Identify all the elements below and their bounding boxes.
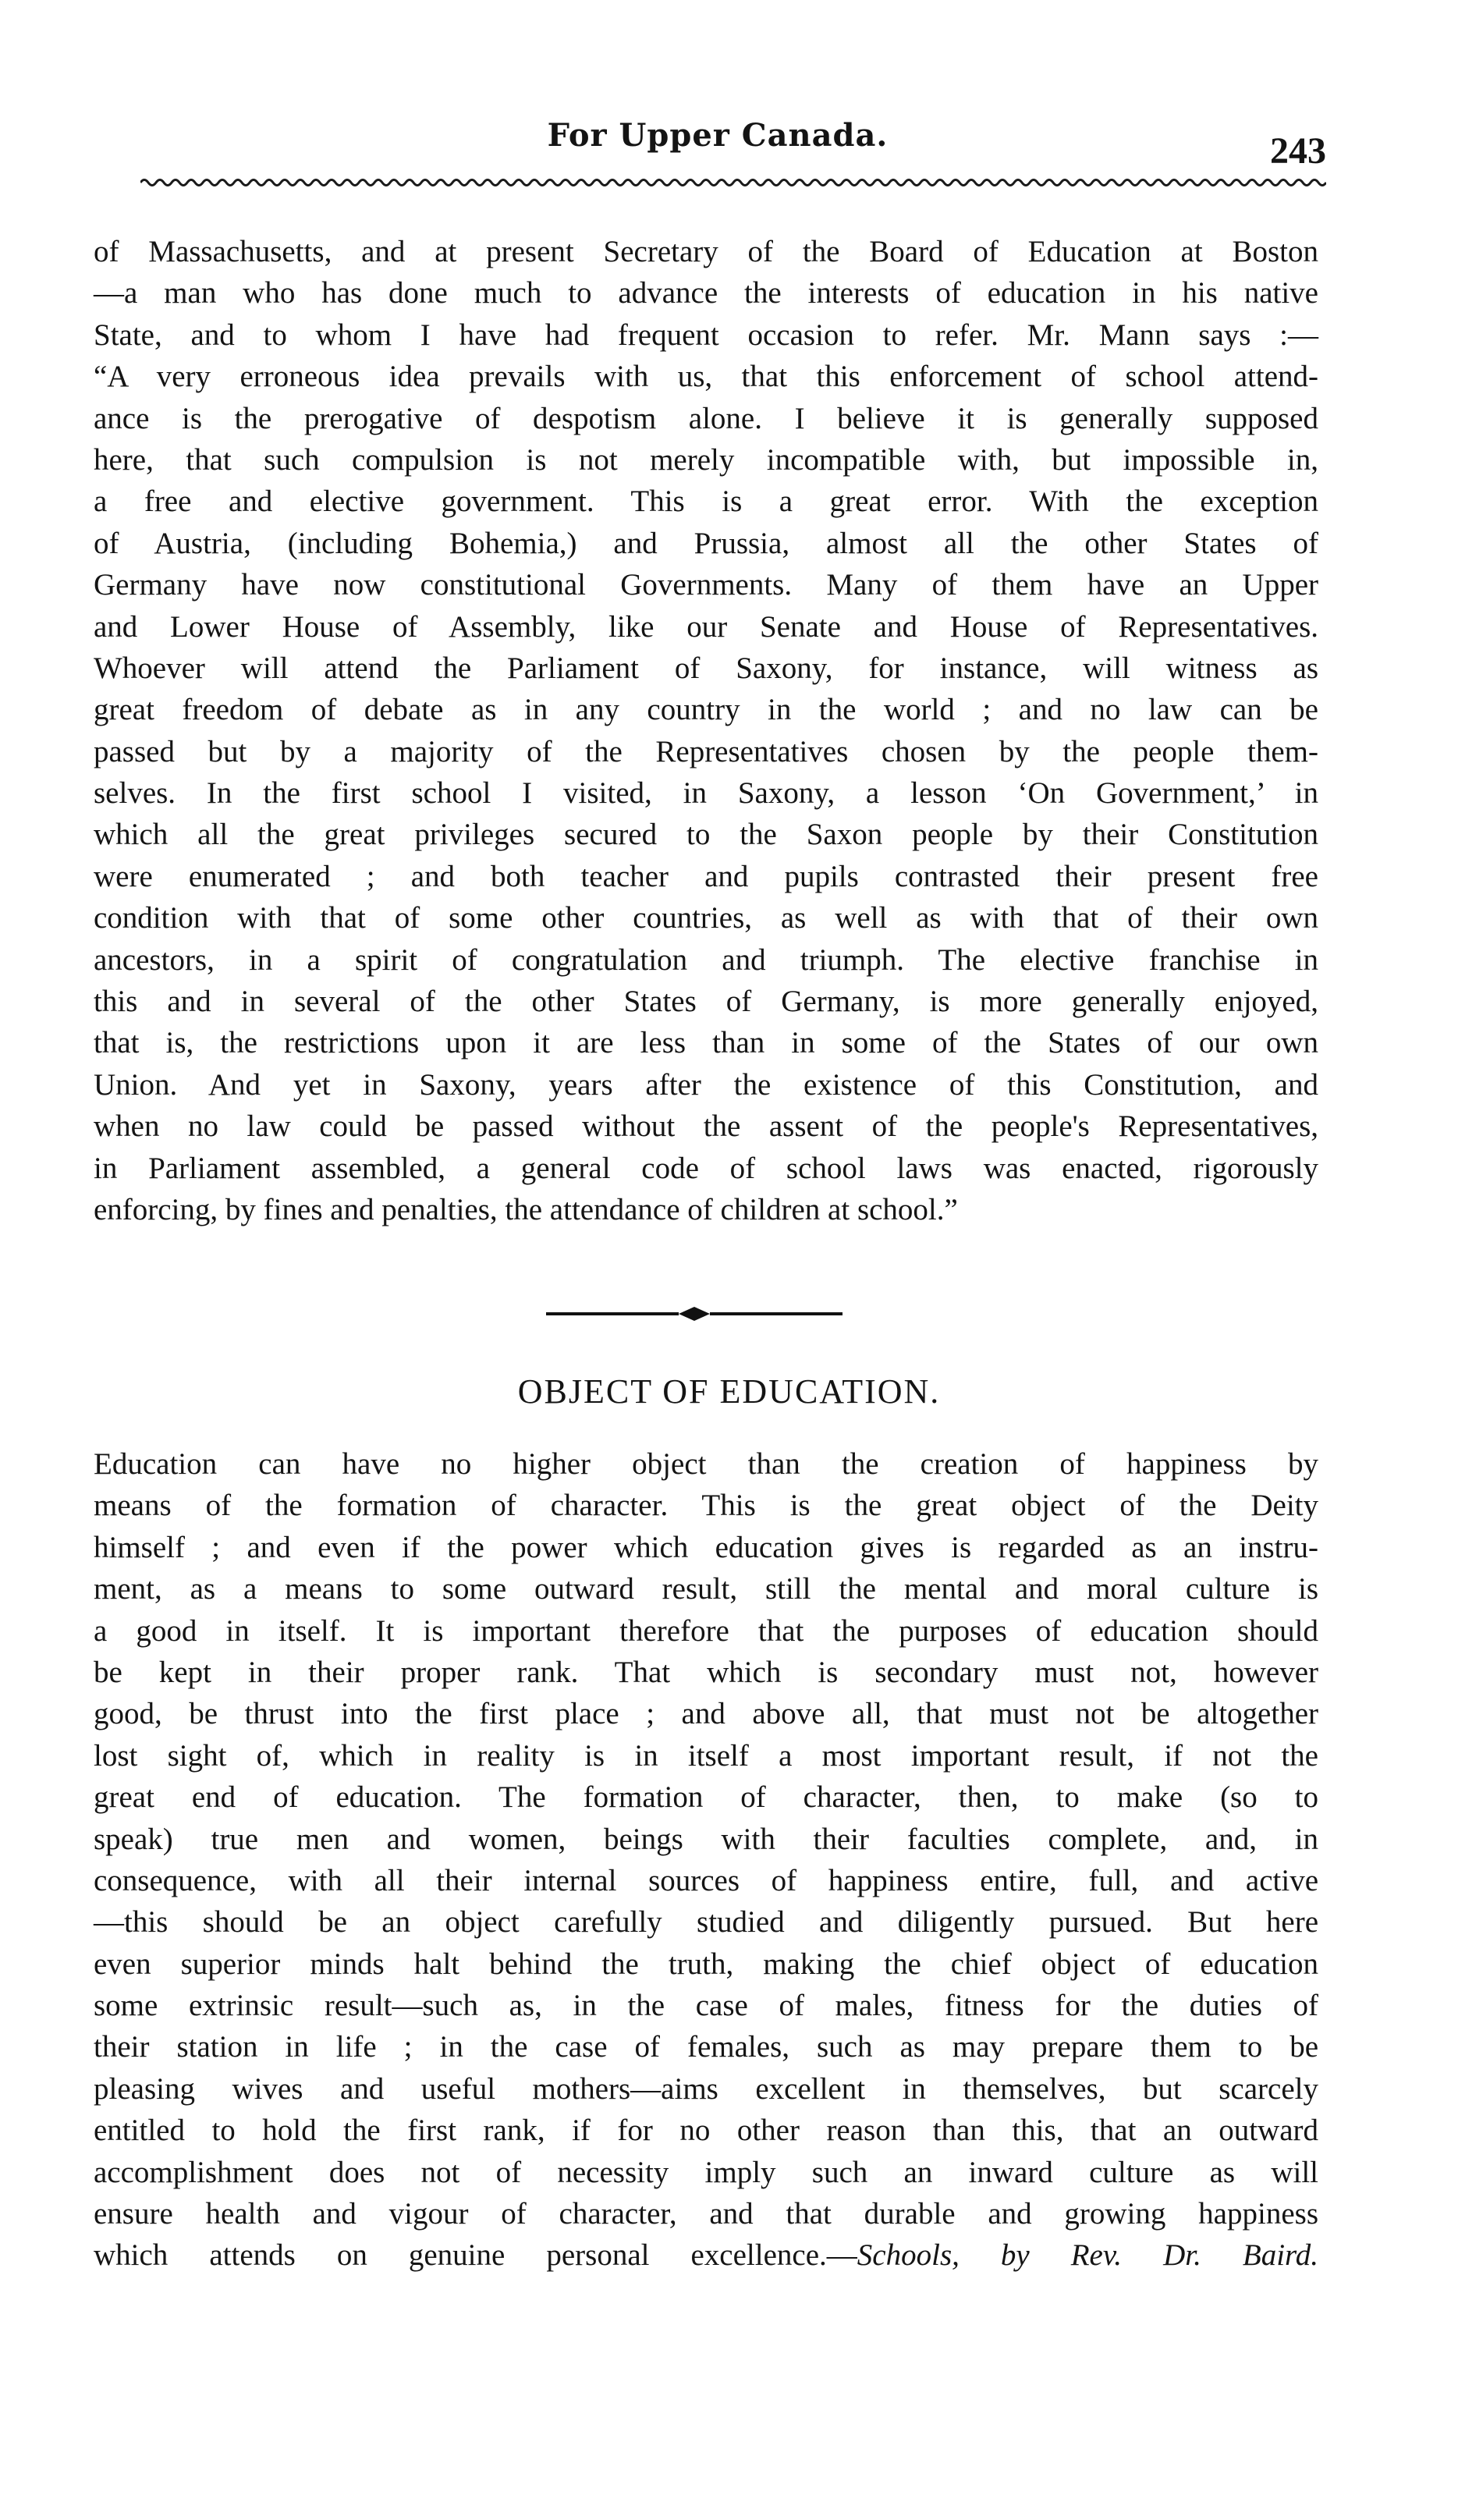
text-line: that is, the restrictions upon it are less than in some of the States of our own <box>94 1026 1318 1060</box>
text-line: himself ; and even if the power which education gives is regarded as an instru- <box>94 1530 1318 1564</box>
closing-line-text: which attends on genuine personal excellence.— <box>94 2238 857 2273</box>
page-number: 243 <box>1270 130 1326 172</box>
running-title: For Upper Canada. <box>547 117 889 154</box>
text-line: State, and to whom I have had frequent occasion to refer. Mr. Mann says :— <box>94 318 1318 352</box>
text-line: accomplishment does not of necessity imply such an inward culture as will <box>94 2155 1318 2189</box>
wavy-rule <box>140 173 1326 192</box>
text-line: were enumerated ; and both teacher and pupils contrasted their present free <box>94 859 1318 893</box>
text-line: a free and elective government. This is a great error. With the exception <box>94 484 1318 519</box>
text-line: some extrinsic result—such as, in the case of males, fitness for the duties of <box>94 1989 1318 2023</box>
text-line: passed but by a majority of the Representatives chosen by the people them- <box>94 734 1318 768</box>
text-line: entitled to hold the first rank, if for no other reason than this, that an outward <box>94 2114 1318 2148</box>
text-line: “A very erroneous idea prevails with us, that this enforcement of school attend- <box>94 360 1318 394</box>
closing-line <box>94 2234 1318 2276</box>
text-line: Germany have now constitutional Governments. Many of them have an Upper <box>94 568 1318 602</box>
text-line: and Lower House of Assembly, like our Senate and House of Representatives. <box>94 609 1318 644</box>
text-line: lost sight of, which in reality is in itself a most important result, if not the <box>94 1738 1318 1773</box>
text-line: Whoever will attend the Parliament of Saxony, for instance, will witness as <box>94 651 1318 685</box>
text-line: Union. And yet in Saxony, years after the existence of this Constitution, and <box>94 1067 1318 1102</box>
text-line: —this should be an object carefully studied and diligently pursued. But here <box>94 1905 1318 1940</box>
text-line: Education can have no higher object than the creation of happiness by <box>94 1447 1318 1481</box>
source-attribution: Schools, by Rev. Dr. Baird. <box>857 2238 1319 2273</box>
text-line: great end of education. The formation of character, then, to make (so to <box>94 1780 1318 1815</box>
text-line: —a man who has done much to advance the interests of education in his native <box>94 276 1318 311</box>
text-line: speak) true men and women, beings with their faculties complete, and, in <box>94 1822 1318 1856</box>
text-line: enforcing, by fines and penalties, the attendance of children at school.” <box>94 1192 958 1226</box>
text-line: great freedom of debate as in any country in the world ; and no law can be <box>94 693 1318 727</box>
text-line: ment, as a means to some outward result, still the mental and moral culture is <box>94 1572 1318 1606</box>
passage-compulsory-attendance <box>94 231 1318 1230</box>
text-line: of Austria, (including Bohemia,) and Prussia, almost all the other States of <box>94 526 1318 560</box>
text-line: this and in several of the other States of Germany, is more generally enjoyed, <box>94 985 1318 1019</box>
text-line: ancestors, in a spirit of congratulation and triumph. The elective franchise in <box>94 942 1318 977</box>
text-line: consequence, with all their internal sources of happiness entire, full, and active <box>94 1863 1318 1897</box>
text-line: means of the formation of character. This is the great object of the Deity <box>94 1489 1318 1523</box>
text-line: ensure health and vigour of character, and that durable and growing happiness <box>94 2197 1318 2231</box>
text-line: condition with that of some other countries, as well as with that of their own <box>94 901 1318 935</box>
text-line: in Parliament assembled, a general code of school laws was enacted, rigorously <box>94 1151 1318 1185</box>
text-line: of Massachusetts, and at present Secretary of the Board of Education at Boston <box>94 235 1318 268</box>
passage-object-of-education <box>94 1443 1318 2277</box>
text-line: be kept in their proper rank. That which is secondary must not, however <box>94 1655 1318 1689</box>
text-line: even superior minds halt behind the truth, making the chief object of education <box>94 1947 1318 1981</box>
text-line: which all the great privileges secured to the Saxon people by their Constitution <box>94 818 1318 852</box>
text-line: their station in life ; in the case of females, such as may prepare them to be <box>94 2030 1318 2064</box>
text-line: here, that such compulsion is not merely incompatible with, but impossible in, <box>94 442 1318 477</box>
section-divider-ornament <box>546 1304 843 1323</box>
text-line: a good in itself. It is important therefore that the purposes of education should <box>94 1613 1318 1648</box>
section-heading: OBJECT OF EDUCATION. <box>517 1372 941 1411</box>
text-line: when no law could be passed without the assent of the people's Representatives, <box>94 1109 1318 1144</box>
text-line: pleasing wives and useful mothers—aims excellent in themselves, but scarcely <box>94 2071 1318 2106</box>
text-line: selves. In the first school I visited, in Saxony, a lesson ‘On Government,’ in <box>94 776 1318 811</box>
text-line: good, be thrust into the first place ; and above all, that must not be altogether <box>94 1697 1318 1731</box>
text-line: ance is the prerogative of despotism alone. I believe it is generally supposed <box>94 401 1318 435</box>
